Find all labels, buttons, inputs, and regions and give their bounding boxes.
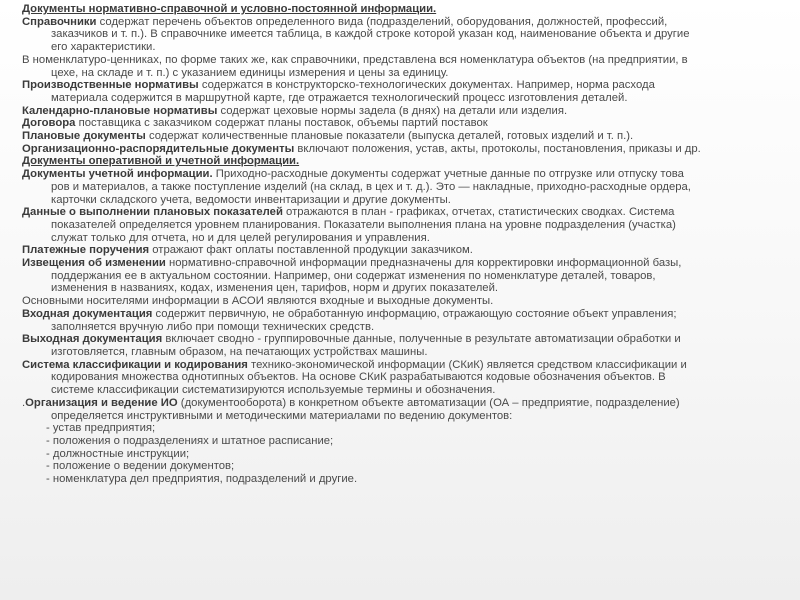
- paragraph-output-documentation: [22, 333, 794, 358]
- paragraph-payment-orders: [22, 244, 794, 257]
- term-input-documentation: Входная документация: [22, 307, 153, 320]
- documents-list: [22, 422, 794, 486]
- term-payment-orders: Платежные поручения: [22, 244, 150, 257]
- paragraph-continuation: изготовляется, главным образом, на печатающих устройствах машины.: [51, 345, 428, 358]
- paragraph-production-norms: [22, 79, 794, 104]
- list-item: - устав предприятия;: [46, 422, 156, 435]
- term-contracts: Договора: [22, 117, 76, 130]
- leading-dot: .: [22, 396, 26, 409]
- paragraph-text: отражаются в план - графиках, отчетах, статистических сводках. Система: [282, 206, 675, 219]
- paragraph-continuation: заполняется вручную либо при помощи технических средств.: [51, 320, 375, 333]
- paragraph-price-catalogs: [22, 54, 794, 79]
- paragraph-text: содержат цеховые нормы задела (в днях) на детали или изделия.: [217, 104, 568, 117]
- paragraph-text: технико-экономической информации (СКиК) является средством классификации и: [247, 358, 687, 371]
- term-org-documents: Организационно-распорядительные документы: [22, 142, 295, 155]
- paragraph-change-notices: [22, 257, 794, 295]
- paragraph-text: (документооборота) в конкретном объекте автоматизации (ОА – предприятие, подразделение): [177, 396, 680, 409]
- term-plan-documents: Плановые документы: [22, 130, 146, 143]
- paragraph-main-carriers: [22, 295, 794, 308]
- paragraph-text: Приходно-расходные документы содержат учетные данные по отгрузке или отпуску това: [212, 168, 684, 181]
- paragraph-continuation: системе классификации систематизируются используемые термины и обозначения.: [51, 384, 496, 397]
- paragraph-continuation: его характеристики.: [51, 41, 156, 54]
- paragraph-text: нормативно-справочной информации предназначены для корректировки информационной базы,: [165, 257, 682, 270]
- paragraph-text: В номенклатуро-ценниках, по форме таких же, как справочники, представлена вся номенклатура объектов (на предприятии, в: [22, 53, 688, 66]
- paragraph-continuation: ров и материалов, а также поступление изделий (на склад, в цех и т. д.). Это — накладные, приходно-расходные ордера,: [51, 180, 691, 193]
- paragraph-directories: [22, 16, 794, 54]
- paragraph-input-documentation: [22, 308, 794, 333]
- paragraph-continuation: заказчиков и т. п.). В справочнике имеется таблица, в каждой строке которой указан код, наименование объекта и другие: [51, 28, 690, 41]
- section-heading: Документы оперативной и учетной информации.: [22, 155, 300, 168]
- paragraph-accounting-documents: [22, 168, 794, 206]
- paragraph-continuation: материала содержится в маршрутной карте, где отражается технологический процесс изготовления деталей.: [51, 91, 628, 104]
- paragraph-org-documents: [22, 143, 794, 156]
- paragraph-io-organization: [22, 397, 794, 422]
- paragraph-continuation: карточки складского учета, ведомости инвентаризации и другие документы.: [51, 193, 451, 206]
- paragraph-continuation: служат только для отчета, но и для целей регулирования и управления.: [51, 231, 430, 244]
- list-item: - положение о ведении документов;: [46, 460, 235, 473]
- paragraph-calendar-norms: [22, 105, 794, 118]
- paragraph-text: отражают факт оплаты поставленной продукции заказчиком.: [149, 244, 473, 257]
- heading-operative-documents: [22, 155, 794, 168]
- term-production-norms: Производственные нормативы: [22, 79, 199, 92]
- paragraph-continuation: цехе, на складе и т. п.) с указанием единицы измерения и цены за единицу.: [51, 66, 449, 79]
- term-plan-execution: Данные о выполнении плановых показателей: [22, 206, 283, 219]
- paragraph-plan-documents: [22, 130, 794, 143]
- paragraph-continuation: изменения в названиях, кодах, изменения цен, тарифов, норм и других показателей.: [51, 282, 499, 295]
- paragraph-text: поставщика с заказчиком содержат планы поставок, объемы партий поставок: [75, 117, 488, 130]
- paragraph-continuation: определяется инструктивными и методическими материалами по ведению документов:: [51, 409, 513, 422]
- list-item: - положения о подразделениях и штатное расписание;: [46, 434, 334, 447]
- term-directories: Справочники: [22, 15, 97, 28]
- term-change-notices: Извещения об изменении: [22, 257, 166, 270]
- term-io-organization: Организация и ведение ИО: [25, 396, 178, 409]
- paragraph-text: включают положения, устав, акты, протоколы, постановления, приказы и др.: [294, 142, 701, 155]
- paragraph-continuation: кодирования множества однотипных объектов. На основе СКиК разрабатываются кодовые обозначения объектов. В: [51, 371, 666, 384]
- paragraph-text: содержат перечень объектов определенного вида (подразделений, оборудования, должностей, профессий,: [96, 15, 668, 28]
- paragraph-contracts: [22, 117, 794, 130]
- section-heading: Документы нормативно-справочной и условно-постоянной информации.: [22, 3, 437, 15]
- list-item: - номенклатура дел предприятия, подразделений и другие.: [46, 473, 358, 486]
- paragraph-text: Основными носителями информации в АСОИ являются входные и выходные документы.: [22, 295, 494, 308]
- paragraph-text: включает сводно - группировочные данные, полученные в результате автоматизации обработки и: [162, 333, 681, 346]
- paragraph-text: содержатся в конструкторско-технологических документах. Например, норма расхода: [198, 79, 655, 92]
- term-classification-system: Система классификации и кодирования: [22, 358, 248, 371]
- paragraph-plan-execution: [22, 206, 794, 244]
- term-calendar-norms: Календарно-плановые нормативы: [22, 104, 218, 117]
- term-accounting-documents: Документы учетной информации.: [22, 168, 213, 181]
- paragraph-continuation: поддержания ее в актуальном состоянии. Например, они содержат изменения по номенклатуре деталей, товаров,: [51, 269, 656, 282]
- paragraph-text: содержат количественные плановые показатели (выпуска деталей, готовых изделий и т. п.).: [145, 130, 634, 143]
- paragraph-continuation: показателей определяется уровнем планирования. Показатели выполнения плана на уровне подразделения (участка): [51, 218, 676, 231]
- paragraph-text: содержит первичную, не обработанную информацию, отражающую состояние объект управления;: [152, 307, 677, 320]
- document-body: [22, 3, 794, 486]
- term-output-documentation: Выходная документация: [22, 333, 163, 346]
- heading-reference-documents: [22, 3, 794, 16]
- paragraph-classification-system: [22, 359, 794, 397]
- list-item: - должностные инструкции;: [46, 447, 190, 460]
